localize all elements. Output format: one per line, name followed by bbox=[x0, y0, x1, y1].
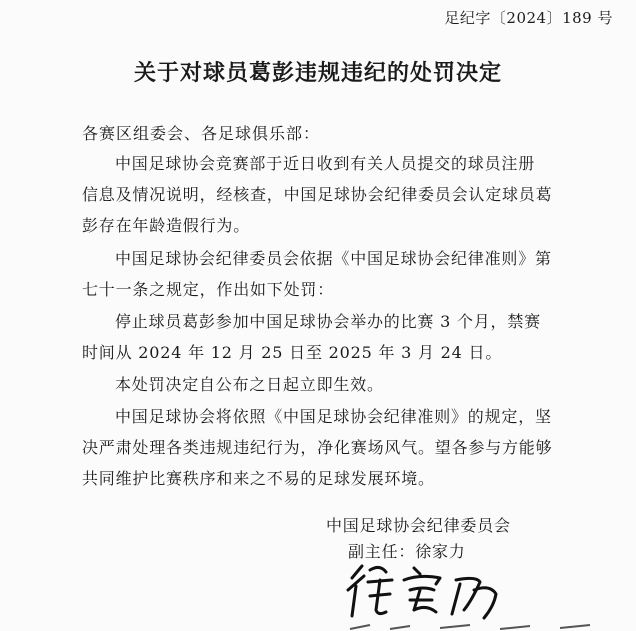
document-title: 关于对球员葛彭违规违纪的处罚决定 bbox=[133, 60, 502, 86]
paragraph-line: 决严肃处理各类违规违纪行为，净化赛场风气。望各参与方能够 bbox=[82, 438, 553, 457]
paragraph-line: 中国足球协会纪律委员会依据《中国足球协会纪律准则》第 bbox=[115, 249, 552, 268]
document-number: 足纪字〔2024〕189 号 bbox=[444, 9, 613, 27]
paragraph-line: 七十一条之规定，作出如下处罚： bbox=[82, 280, 335, 299]
paragraph-line: 本处罚决定自公布之日起立即生效。 bbox=[115, 375, 384, 394]
paragraph-statement bbox=[82, 401, 562, 494]
paragraph-penalty bbox=[82, 306, 562, 368]
paragraph-line: 彭存在年龄造假行为。 bbox=[82, 216, 251, 235]
cropped-signature-remnant bbox=[330, 621, 630, 631]
paragraph-findings bbox=[82, 148, 562, 241]
paragraph-line: 时间从 2024 年 12 月 25 日至 2025 年 3 月 24 日。 bbox=[82, 343, 503, 362]
addressee-line: 各赛区组委会、各足球俱乐部： bbox=[82, 124, 321, 143]
paragraph-effective bbox=[82, 369, 562, 400]
paragraph-line: 停止球员葛彭参加中国足球协会举办的比赛 3 个月，禁赛 bbox=[115, 312, 541, 331]
paragraph-line: 共同维护比赛秩序和来之不易的足球发展环境。 bbox=[82, 469, 435, 488]
signatory-organization: 中国足球协会纪律委员会 bbox=[326, 516, 511, 535]
paragraph-line: 中国足球协会将依照《中国足球协会纪律准则》的规定，坚 bbox=[115, 407, 552, 426]
paragraph-legal-basis bbox=[82, 243, 562, 305]
handwritten-signature bbox=[340, 560, 560, 622]
signatory-role: 副主任：徐家力 bbox=[348, 542, 466, 561]
paragraph-line: 中国足球协会竞赛部于近日收到有关人员提交的球员注册 bbox=[115, 154, 536, 173]
paragraph-line: 信息及情况说明，经核查，中国足球协会纪律委员会认定球员葛 bbox=[82, 185, 553, 204]
